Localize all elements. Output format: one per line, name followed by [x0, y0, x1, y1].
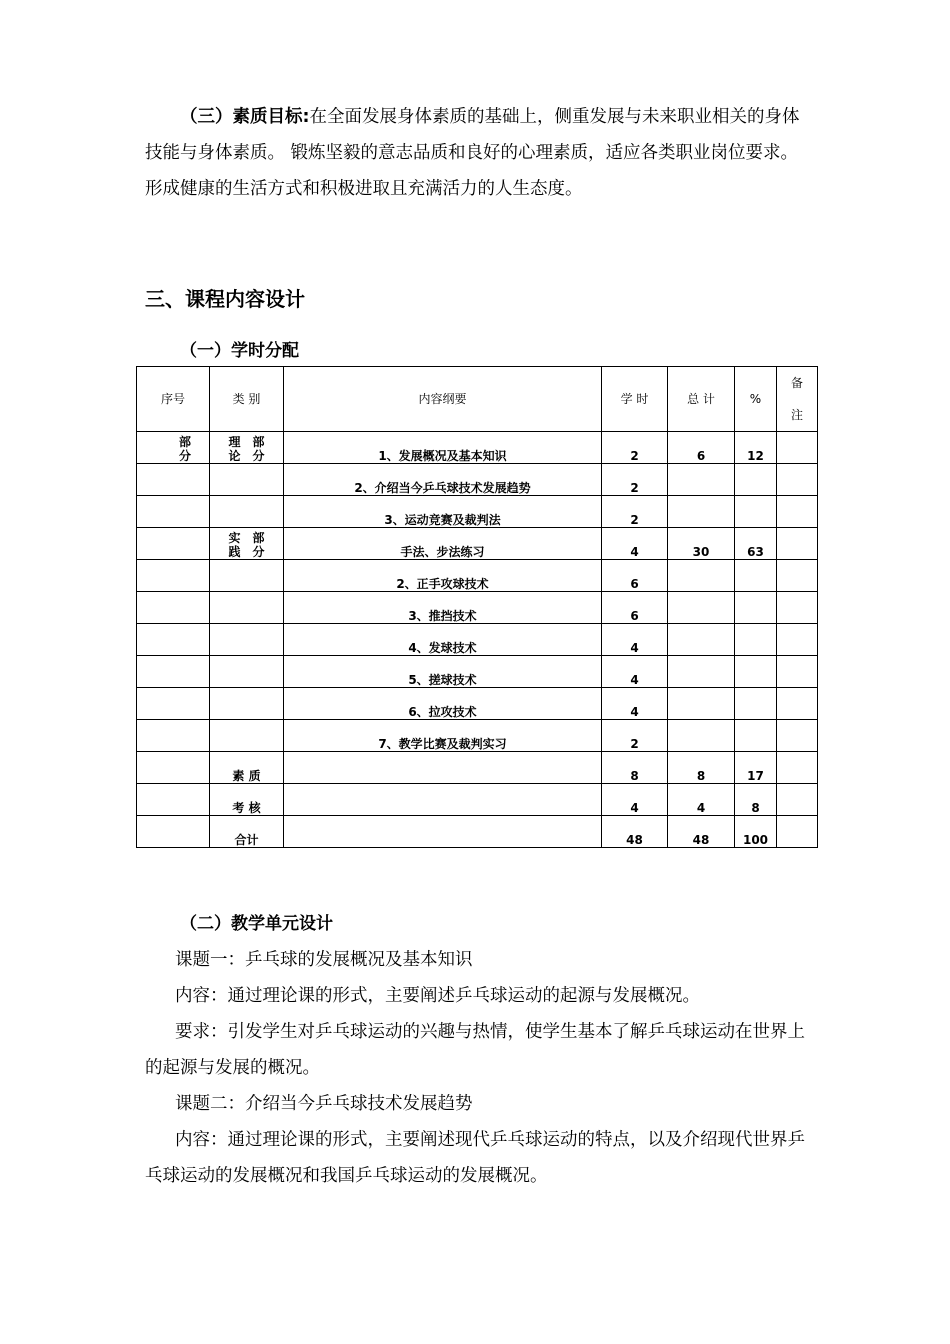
cell-content: 3、推挡技术	[284, 592, 602, 624]
cell-percent	[735, 656, 777, 688]
cell-percent: 12	[735, 432, 777, 464]
cell-no	[137, 528, 210, 560]
table-row	[137, 688, 818, 720]
cell-note	[777, 624, 818, 656]
cell-percent	[735, 560, 777, 592]
hours-allocation-table	[136, 366, 818, 848]
header-percent: %	[735, 367, 777, 432]
unit-paragraph: 内容：通过理论课的形式，主要阐述现代乒乓球运动的特点，以及介绍现代世界乒乓球运动的发展概况和我国乒乓球运动的发展概况。	[145, 1130, 805, 1186]
cell-category	[210, 432, 284, 464]
cell-category: 合计	[210, 816, 284, 848]
cell-content: 5、搓球技术	[284, 656, 602, 688]
cell-percent: 8	[735, 784, 777, 816]
category-stack: 实 部 践 分	[228, 531, 265, 559]
cell-no	[137, 720, 210, 752]
cell-hours: 4	[602, 656, 668, 688]
unit-paragraph: 要求：引发学生对乒乓球运动的兴趣与热情，使学生基本了解乒乓球运动在世界上的起源与发展的概况。	[145, 1022, 805, 1078]
cell-category	[210, 656, 284, 688]
table-row	[137, 752, 818, 784]
table-header-row	[137, 367, 818, 432]
cell-content: 6、拉攻技术	[284, 688, 602, 720]
unit-paragraph: 课题二：介绍当今乒乓球技术发展趋势	[175, 1094, 473, 1114]
cell-note	[777, 592, 818, 624]
cell-category: 考 核	[210, 784, 284, 816]
cell-percent: 63	[735, 528, 777, 560]
table-row	[137, 720, 818, 752]
cell-content: 4、发球技术	[284, 624, 602, 656]
cell-total: 48	[668, 816, 735, 848]
cell-percent	[735, 688, 777, 720]
cell-total	[668, 496, 735, 528]
cell-percent	[735, 624, 777, 656]
header-note-1: 备	[790, 376, 803, 390]
cell-category	[210, 464, 284, 496]
table-row	[137, 656, 818, 688]
teaching-units	[145, 942, 810, 1194]
header-note-2: 注	[790, 408, 803, 422]
table-row	[137, 432, 818, 464]
cell-content	[284, 784, 602, 816]
cell-no	[137, 432, 210, 464]
unit-paragraph: 内容：通过理论课的形式，主要阐述乒乓球运动的起源与发展概况。	[175, 986, 700, 1006]
cell-content: 手法、步法练习	[284, 528, 602, 560]
cell-category	[210, 592, 284, 624]
section-title: 三、课程内容设计	[145, 287, 305, 311]
cell-percent	[735, 496, 777, 528]
cell-note	[777, 528, 818, 560]
cell-hours: 4	[602, 784, 668, 816]
cell-category	[210, 496, 284, 528]
table-row	[137, 560, 818, 592]
cell-content: 2、介绍当今乒乓球技术发展趋势	[284, 464, 602, 496]
cell-note	[777, 784, 818, 816]
cell-category	[210, 560, 284, 592]
cell-category	[210, 528, 284, 560]
cell-category	[210, 720, 284, 752]
header-total: 总 计	[668, 367, 735, 432]
cell-hours: 2	[602, 720, 668, 752]
quality-goal-text: 在全面发展身体素质的基础上，侧重发展与未来职业相关的身体技能与身体素质。 锻炼坚毅的意志品质和良好的心理素质，适应各类职业岗位要求。形成健康的生活方式和积极进取且充满活力的人生态度。	[145, 107, 800, 199]
cell-content	[284, 816, 602, 848]
cell-content: 7、教学比赛及裁判实习	[284, 720, 602, 752]
cell-total	[668, 688, 735, 720]
cell-note	[777, 752, 818, 784]
subsection-units-title: （二）教学单元设计	[180, 914, 333, 934]
unit-paragraph: 课题一：乒乓球的发展概况及基本知识	[175, 950, 473, 970]
subsection-hours-title: （一）学时分配	[180, 341, 299, 361]
header-content: 内容纲要	[284, 367, 602, 432]
cell-note	[777, 816, 818, 848]
cell-percent: 100	[735, 816, 777, 848]
cell-hours: 4	[602, 624, 668, 656]
cell-total	[668, 592, 735, 624]
cell-note	[777, 432, 818, 464]
cell-total: 8	[668, 752, 735, 784]
cell-no	[137, 688, 210, 720]
cell-no	[137, 784, 210, 816]
cell-note	[777, 464, 818, 496]
cell-hours: 48	[602, 816, 668, 848]
cell-note	[777, 496, 818, 528]
cell-hours: 2	[602, 464, 668, 496]
category-stack: 理 部 论 分	[228, 435, 265, 463]
cell-category	[210, 688, 284, 720]
cell-hours: 2	[602, 496, 668, 528]
table-row	[137, 784, 818, 816]
cell-hours: 8	[602, 752, 668, 784]
cell-total	[668, 560, 735, 592]
table-row	[137, 592, 818, 624]
cell-note	[777, 720, 818, 752]
cell-percent	[735, 720, 777, 752]
cell-hours: 4	[602, 528, 668, 560]
header-hours: 学 时	[602, 367, 668, 432]
cell-percent: 17	[735, 752, 777, 784]
header-category: 类 别	[210, 367, 284, 432]
cell-note	[777, 656, 818, 688]
cell-percent	[735, 464, 777, 496]
cell-no	[137, 496, 210, 528]
cell-no	[137, 656, 210, 688]
cell-hours: 6	[602, 592, 668, 624]
table-row	[137, 528, 818, 560]
cell-no	[137, 624, 210, 656]
cell-no	[137, 464, 210, 496]
cell-note	[777, 560, 818, 592]
cell-category	[210, 624, 284, 656]
cell-no	[137, 560, 210, 592]
table-row	[137, 464, 818, 496]
cell-hours: 4	[602, 688, 668, 720]
quality-goal-label: （三）素质目标:	[180, 107, 310, 127]
cell-no	[137, 816, 210, 848]
cell-total	[668, 624, 735, 656]
cell-percent	[735, 592, 777, 624]
table-row	[137, 816, 818, 848]
table-row	[137, 624, 818, 656]
cell-content: 1、发展概况及基本知识	[284, 432, 602, 464]
no-stack: 部 分	[178, 435, 191, 463]
cell-content: 2、正手攻球技术	[284, 560, 602, 592]
cell-note	[777, 688, 818, 720]
quality-goal-paragraph	[145, 99, 810, 207]
cell-total	[668, 656, 735, 688]
cell-category: 素 质	[210, 752, 284, 784]
cell-no	[137, 752, 210, 784]
cell-no	[137, 592, 210, 624]
cell-total: 4	[668, 784, 735, 816]
cell-total	[668, 464, 735, 496]
cell-total	[668, 720, 735, 752]
cell-total: 6	[668, 432, 735, 464]
cell-content	[284, 752, 602, 784]
cell-total: 30	[668, 528, 735, 560]
table-row	[137, 496, 818, 528]
cell-hours: 2	[602, 432, 668, 464]
cell-content: 3、运动竞赛及裁判法	[284, 496, 602, 528]
header-no: 序号	[137, 367, 210, 432]
cell-hours: 6	[602, 560, 668, 592]
header-note	[777, 367, 818, 432]
